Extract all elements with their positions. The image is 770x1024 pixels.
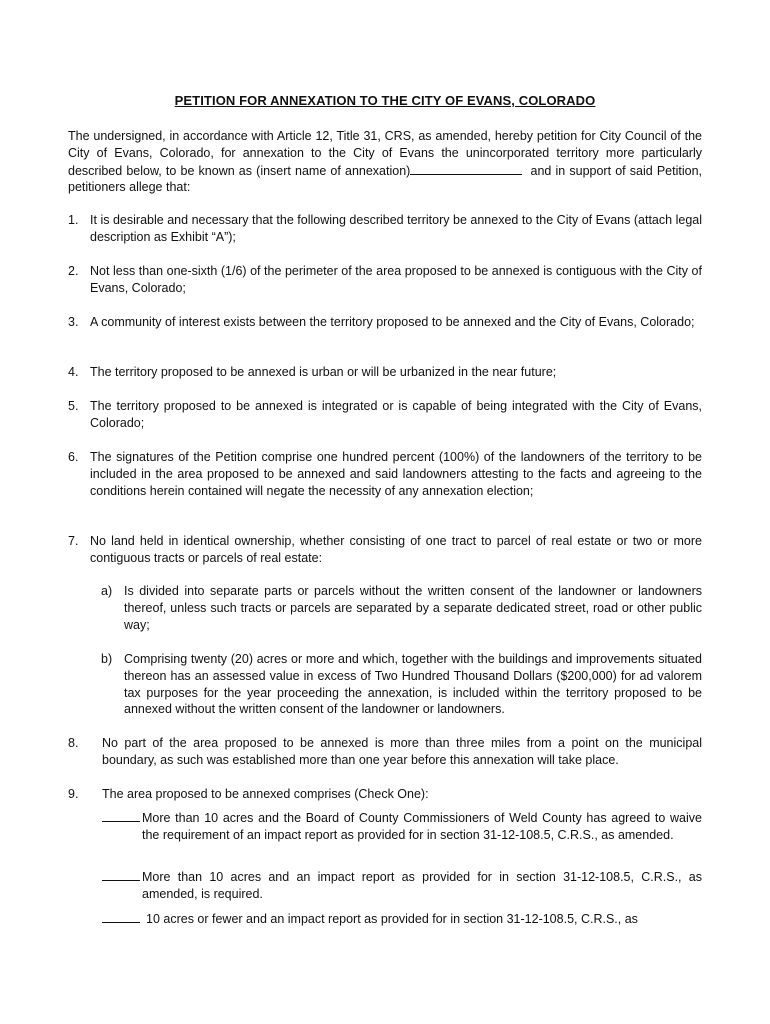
item-text: The area proposed to be annexed comprises (Check One): bbox=[102, 787, 429, 801]
option-text: More than 10 acres and the Board of County Commissioners of Weld County has agreed to waive the requirement of an impact report as provided for in section 31-12-108.5, C.R.S., as amended. bbox=[142, 811, 702, 842]
sub-item-text: Is divided into separate parts or parcels without the written consent of the landowner or landowners thereof, unless such tracts or parcels are separated by a separate dedicated street, road or other public way; bbox=[124, 584, 702, 632]
check-blank[interactable] bbox=[102, 821, 140, 822]
check-blank[interactable] bbox=[102, 922, 140, 923]
sub-item-letter: b) bbox=[101, 652, 113, 666]
item-number: 8. bbox=[68, 736, 79, 750]
item-number: 3. bbox=[68, 315, 79, 329]
item-text: No part of the area proposed to be annexed is more than three miles from a point on the municipal boundary, as such was established more than one year before this annexation will take place. bbox=[102, 736, 702, 767]
intro-paragraph bbox=[68, 128, 702, 196]
item-text: The territory proposed to be annexed is urban or will be urbanized in the near future; bbox=[90, 365, 557, 379]
option-text: More than 10 acres and an impact report as provided for in section 31-12-108.5, C.R.S., as amended, is required. bbox=[142, 870, 702, 901]
item-number: 9. bbox=[68, 787, 79, 801]
check-blank[interactable] bbox=[102, 880, 140, 881]
item-number: 7. bbox=[68, 534, 79, 548]
annexation-name-blank[interactable] bbox=[410, 162, 522, 175]
sub-item-letter: a) bbox=[101, 584, 113, 598]
intro-text-after: and in support of said Petition, petitioners allege that: bbox=[68, 163, 703, 195]
item-number: 5. bbox=[68, 399, 79, 413]
item-text: The signatures of the Petition comprise one hundred percent (100%) of the landowners of the territory to be included in the area proposed to be annexed and said landowners attesting to the facts and agreeing to the conditions herein contained will negate the necessity of any annexation election; bbox=[90, 450, 702, 498]
item-number: 6. bbox=[68, 450, 79, 464]
sub-item-text: Comprising twenty (20) acres or more and which, together with the buildings and improvements situated thereon has an assessed value in excess of Two Hundred Thousand Dollars ($200,000) for ad valorem tax purposes for the year proceeding the annexation, is included within the territory proposed to be annexed without the written consent of the landowner or landowners. bbox=[124, 652, 702, 717]
option-text: 10 acres or fewer and an impact report as provided for in section 31-12-108.5, C.R.S., as bbox=[146, 912, 638, 926]
intro-text-before: The undersigned, in accordance with Article 12, Title 31, CRS, as amended, hereby petition for City Council of the City of Evans, Colorado, for annexation to the City of Evans the unincorporated territory more particularly described below, to be known as (insert name of annexation) bbox=[68, 129, 702, 178]
item-text: Not less than one-sixth (1/6) of the perimeter of the area proposed to be annexed is contiguous with the City of Evans, Colorado; bbox=[90, 264, 702, 295]
page-title: PETITION FOR ANNEXATION TO THE CITY OF EVANS, COLORADO bbox=[174, 93, 596, 108]
item-text: A community of interest exists between the territory proposed to be annexed and the City of Evans, Colorado; bbox=[90, 315, 695, 329]
item-number: 2. bbox=[68, 264, 79, 278]
item-number: 4. bbox=[68, 365, 79, 379]
item-number: 1. bbox=[68, 213, 79, 227]
item-text: No land held in identical ownership, whether consisting of one tract to parcel of real estate or two or more contiguous tracts or parcels of real estate: bbox=[90, 534, 702, 565]
item-text: The territory proposed to be annexed is integrated or is capable of being integrated with the City of Evans, Colorado; bbox=[90, 399, 702, 430]
item-text: It is desirable and necessary that the following described territory be annexed to the City of Evans (attach legal description as Exhibit “A”); bbox=[90, 213, 702, 244]
